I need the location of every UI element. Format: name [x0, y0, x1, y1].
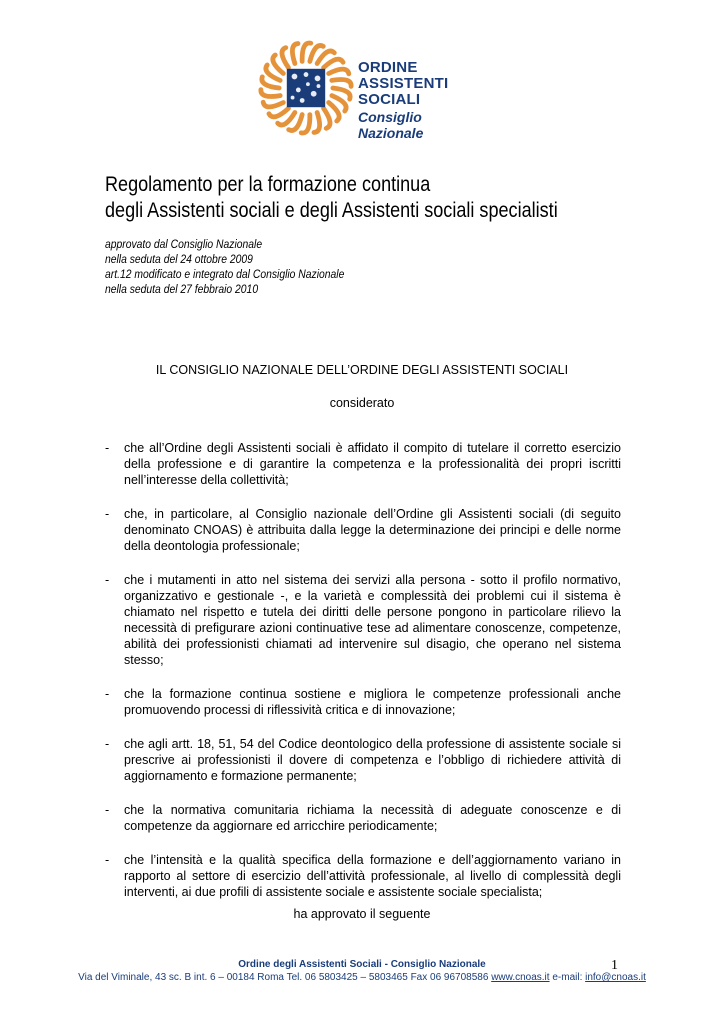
item-text: che agli artt. 18, 51, 54 del Codice deontologico della professione di assistente sociale si prescrive ai professionisti il dovere di competenza e l’obbligo di richiedere attività di aggiornamento e formazione permanente; [124, 737, 621, 783]
logo-line-1: ORDINE [358, 59, 418, 76]
list-item [105, 506, 621, 554]
logo-line-2: ASSISTENTI [358, 75, 449, 92]
logo-ray [329, 69, 349, 74]
email-link[interactable]: info@cnoas.it [585, 972, 646, 983]
item-text: che all’Ordine degli Assistenti sociali è affidato il compito di tutelare il corretto esercizio della professione e di garantire la competenza e la professionalità dei propri iscritti nell’interesse della collettività; [124, 441, 621, 487]
list-item [105, 852, 621, 900]
bullet-dash: - [105, 441, 110, 455]
bullet-dash: - [105, 573, 110, 587]
considerations-list [105, 440, 621, 918]
list-item [105, 572, 621, 668]
list-item [105, 440, 621, 488]
logo-line-4: Consiglio Nazionale [358, 109, 424, 141]
bullet-dash: - [105, 687, 110, 701]
logo-ray [292, 44, 298, 64]
council-heading: IL CONSIGLIO NAZIONALE DELL’ORDINE DEGLI ASSISTENTI SOCIALI [155, 363, 569, 377]
logo-ray [324, 108, 330, 128]
page-number: 1 [611, 958, 618, 973]
bullet-dash: - [105, 507, 110, 521]
document-title [105, 172, 665, 224]
logo-ray [261, 90, 280, 97]
logo-ray [314, 112, 320, 132]
title-line-2: degli Assistenti sociali e degli Assistenti sociali specialisti [105, 199, 558, 222]
item-text: che i mutamenti in atto nel sistema dei servizi alla persona - sotto il profilo normativo, organizzativo e gestionale -, e la varietà e complessità dei problemi cui il sistema è chiamato nel rispetto e tutela dei diritti delle persone pongono in particolare rilievo la necessità di prefigurare azioni continuative tese ad alimentare conoscenze, competenze, abilità dei professionisti chiamati ad intervenire sul disagio, che operano nel sistema stesso; [124, 573, 621, 667]
logo [258, 40, 488, 140]
logo-ray [324, 59, 343, 67]
website-link[interactable]: www.cnoas.it [491, 972, 550, 983]
list-item [105, 736, 621, 784]
logo-sunburst-icon [258, 40, 354, 136]
logo-ray [269, 108, 288, 116]
logo-text [358, 60, 488, 141]
bullet-dash: - [105, 803, 110, 817]
logo-ray [263, 102, 283, 107]
footer-organization: Ordine degli Assistenti Sociali - Consiglio Nazionale [238, 959, 486, 970]
item-text: che, in particolare, al Consiglio nazionale dell’Ordine gli Assistenti sociali (di seguito denominato CNOAS) è attribuita dalla legge la determinazione dei principi e delle norme della deontologia professionale; [124, 507, 621, 553]
logo-line-3: SOCIALI [358, 91, 421, 108]
considerato-label: considerato [329, 396, 395, 410]
item-text: che la formazione continua sostiene e migliora le competenze professionali anche promuovendo processi di riflessività critica e di innovazione; [124, 687, 621, 717]
logo-ray [332, 80, 351, 87]
title-line-1: Regolamento per la formazione continua [105, 173, 431, 196]
note-line: nella seduta del 24 ottobre 2009 [105, 254, 253, 266]
list-item [105, 686, 621, 718]
approval-notes [105, 238, 371, 298]
note-line: art.12 modificato e integrato dal Consiglio Nazionale [105, 269, 345, 281]
item-text: che la normativa comunitaria richiama la necessità di adeguate conoscenze e di competenze da aggiornare ed arricchire periodicamente; [124, 803, 621, 833]
logo-ray [282, 48, 288, 68]
item-text: che l’intensità e la qualità specifica della formazione e dell’aggiornamento variano in rapporto al settore di esercizio dell’attività professionale, al livello di complessità degli interventi, ai due profili di assistente sociale e assistente sociale specialista; [124, 853, 621, 899]
note-line: approvato dal Consiglio Nazionale [105, 239, 263, 251]
footer-address: Via del Viminale, 43 sc. B int. 6 – 00184 Roma Tel. 06 5803425 – 5803465 Fax 06 96708586 [78, 972, 492, 983]
bullet-dash: - [105, 737, 110, 751]
bullet-dash: - [105, 853, 110, 867]
list-item [105, 802, 621, 834]
note-line: nella seduta del 27 febbraio 2010 [105, 284, 259, 296]
email-label: e-mail: [549, 972, 586, 983]
approved-line: ha approvato il seguente [293, 907, 431, 921]
